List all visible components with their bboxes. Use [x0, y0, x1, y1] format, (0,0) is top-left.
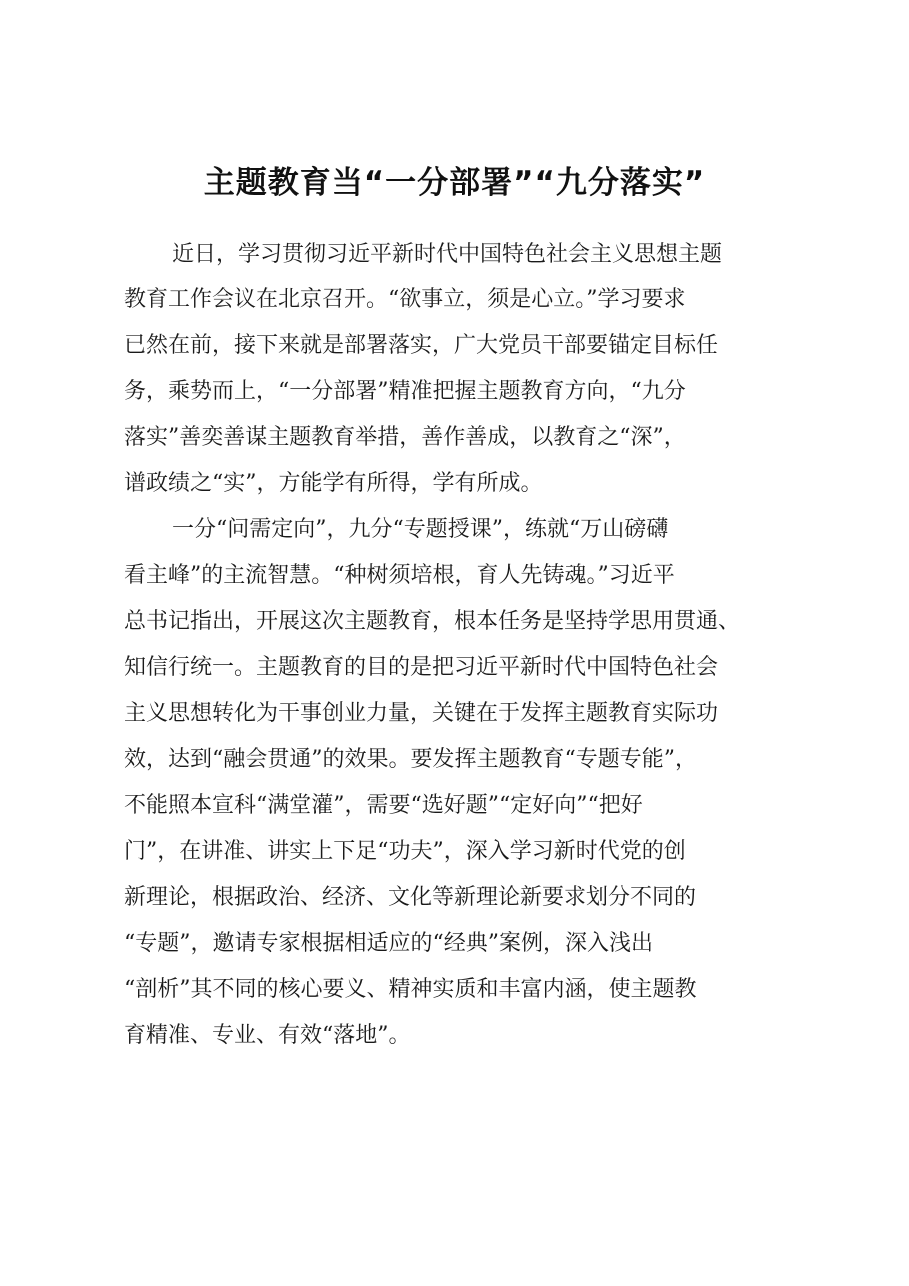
paragraph-line: “剖析”其不同的核心要义、精神实质和丰富内涵，使主题教 — [124, 977, 697, 1002]
document-title: 主题教育当“一分部署”“九分落实” — [203, 165, 706, 201]
paragraph-line: 落实”善奕善谋主题教育举措，善作善成，以教育之“深”， — [124, 425, 686, 450]
paragraph-line: 不能照本宣科“满堂灌”，需要“选好题”“定好向”“把好 — [124, 793, 643, 818]
paragraph-line: 已然在前，接下来就是部署落实，广大党员干部要锚定目标任 — [124, 333, 719, 358]
paragraph-line: 看主峰”的主流智慧。“种树须培根，育人先铸魂。”习近平 — [124, 563, 675, 588]
paragraph-line: 务，乘势而上，“一分部署”精准把握主题教育方向，“九分 — [124, 379, 686, 404]
paragraph-line: “专题”，邀请专家根据相适应的“经典”案例，深入浅出 — [124, 931, 653, 956]
paragraph-line: 效，达到“融会贯通”的效果。要发挥主题教育“专题专能”， — [124, 747, 697, 772]
paragraph-line: 主义思想转化为干事创业力量，关键在于发挥主题教育实际功 — [124, 701, 719, 726]
paragraph-line: 谱政绩之“实”，方能学有所得，学有所成。 — [124, 471, 543, 496]
paragraph-line: 教育工作会议在北京召开。“欲事立，须是心立。”学习要求 — [124, 287, 686, 312]
paragraph-line: 近日，学习贯彻习近平新时代中国特色社会主义思想主题 — [172, 242, 723, 267]
paragraph-line: 门”，在讲准、讲实上下足“功夫”，深入学习新时代党的创 — [124, 839, 686, 864]
paragraph-line: 育精准、专业、有效“落地”。 — [124, 1023, 411, 1048]
paragraph-line: 新理论，根据政治、经济、文化等新理论新要求划分不同的 — [124, 885, 697, 910]
paragraph-line: 知信行统一。主题教育的目的是把习近平新时代中国特色社会 — [124, 655, 719, 680]
paragraph-line: 一分“问需定向”，九分“专题授课”，练就“万山磅礴 — [172, 517, 669, 542]
paragraph-line: 总书记指出，开展这次主题教育，根本任务是坚持学思用贯通、 — [124, 609, 741, 634]
